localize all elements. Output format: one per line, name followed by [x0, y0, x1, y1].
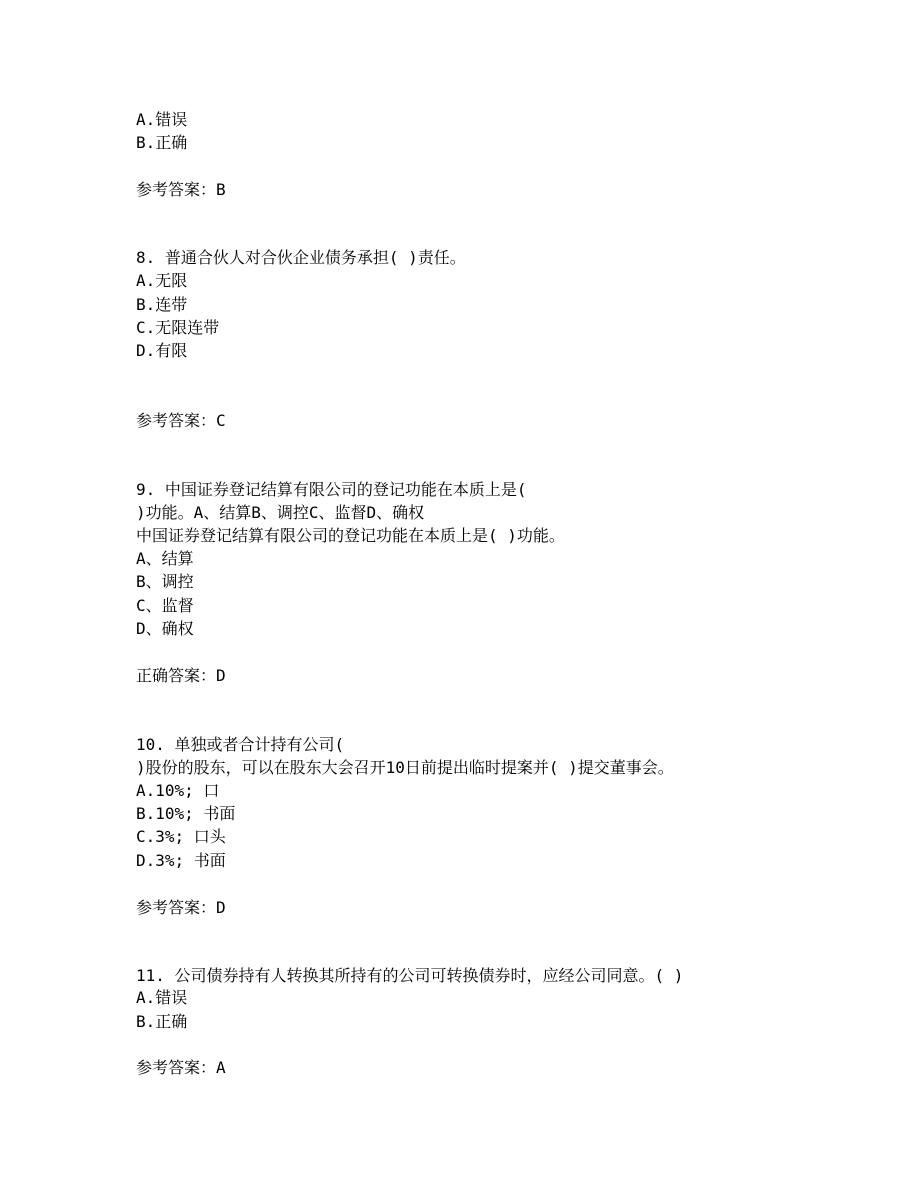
- q8-question: 8. 普通合伙人对合伙企业债务承担( )责任。: [136, 248, 466, 267]
- q8-option-a: A.无限: [136, 271, 188, 290]
- q11-option-b: B.正确: [136, 1012, 188, 1031]
- q9-option-c: C、监督: [136, 596, 194, 615]
- q9-question-line-3: 中国证券登记结算有限公司的登记功能在本质上是( )功能。: [136, 526, 565, 545]
- q9-option-b: B、调控: [136, 572, 194, 591]
- q9-question-line-1: 9. 中国证券登记结算有限公司的登记功能在本质上是(: [136, 480, 527, 499]
- q8-option-b: B.连带: [136, 295, 188, 314]
- q8-option-c: C.无限连带: [136, 318, 220, 337]
- q11-option-a: A.错误: [136, 988, 188, 1007]
- q11-answer: 参考答案：A: [136, 1058, 226, 1077]
- q10-question-line-1: 10. 单独或者合计持有公司(: [136, 735, 345, 754]
- q10-option-a: A.10%; 口: [136, 781, 220, 800]
- q9-answer: 正确答案：D: [136, 666, 226, 685]
- q8-option-d: D.有限: [136, 341, 188, 360]
- q9-option-a: A、结算: [136, 549, 194, 568]
- q10-option-c: C.3%; 口头: [136, 827, 226, 846]
- q8-answer: 参考答案：C: [136, 411, 226, 430]
- q9-option-d: D、确权: [136, 619, 194, 638]
- q7-option-a: A.错误: [136, 110, 188, 129]
- q10-answer: 参考答案：D: [136, 898, 226, 917]
- q11-question: 11. 公司债券持有人转换其所持有的公司可转换债券时，应经公司同意。( ): [136, 966, 684, 985]
- q10-option-d: D.3%; 书面: [136, 851, 226, 870]
- q7-option-b: B.正确: [136, 133, 188, 152]
- q7-answer: 参考答案：B: [136, 180, 226, 199]
- q10-option-b: B.10%; 书面: [136, 804, 236, 823]
- q10-question-line-2: )股份的股东，可以在股东大会召开10日前提出临时提案并( )提交董事会。: [136, 758, 674, 777]
- q9-question-line-2: )功能。A、结算B、调控C、监督D、确权: [136, 503, 425, 522]
